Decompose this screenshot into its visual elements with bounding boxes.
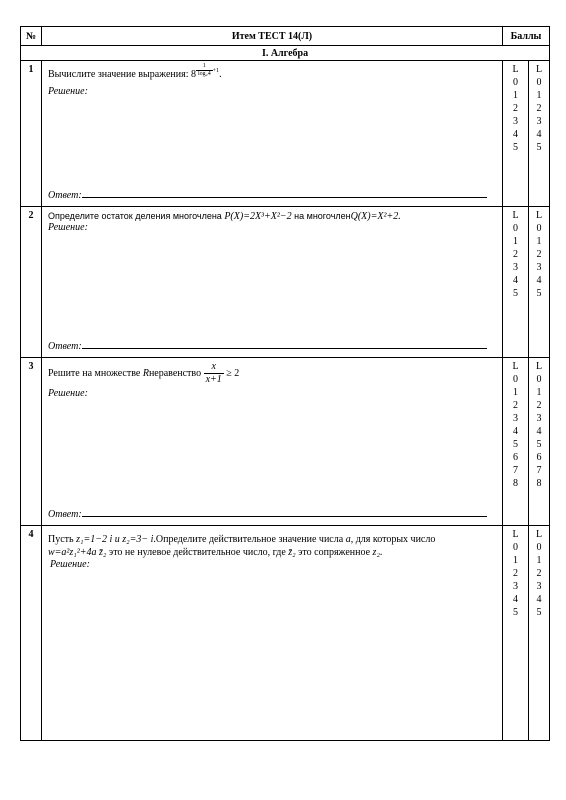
score-value: 5 [513, 439, 518, 450]
score-value: 3 [513, 262, 518, 273]
math-expression [190, 63, 222, 84]
score-value: 3 [513, 581, 518, 592]
math-variable-a: a [345, 534, 351, 545]
score-value: 5 [513, 607, 518, 618]
score-value: 5 [513, 288, 518, 299]
section-title: I. Алгебра [21, 46, 550, 61]
task-content [42, 61, 503, 207]
task-text: Пусть [48, 534, 74, 545]
score-value: 0 [536, 542, 542, 553]
score-value: 6 [536, 452, 542, 463]
score-value: L [512, 529, 519, 540]
score-value: 8 [513, 478, 518, 489]
fraction-numerator: x [204, 361, 224, 374]
task-text: на многочлен [294, 211, 351, 221]
task-content [42, 526, 503, 741]
task-row-2 [21, 207, 550, 358]
score-value: 2 [513, 249, 518, 260]
solution-label: Решение: [50, 559, 90, 570]
score-value: L [512, 64, 519, 75]
score-value: 1 [513, 90, 518, 101]
score-value: 4 [513, 594, 518, 605]
task-text: это не нулевое действительное число, где [108, 547, 286, 558]
score-value: 4 [536, 129, 542, 140]
score-value: 0 [536, 223, 542, 234]
header-number: № [21, 27, 42, 46]
score-value: 5 [536, 607, 542, 618]
score-value: 0 [513, 223, 518, 234]
score-value: L [512, 361, 519, 372]
score-value: 2 [536, 249, 542, 260]
score-value: L [512, 210, 519, 221]
header-row [21, 27, 550, 46]
task-text: Определите остаток деления многочлена [48, 211, 222, 221]
task-content [42, 207, 503, 358]
score-value: 2 [513, 103, 518, 114]
task-text: Решите на множестве [48, 367, 141, 379]
score-value: 1 [536, 236, 542, 247]
answer-label: Ответ: [48, 509, 82, 520]
task-row-4 [21, 526, 550, 741]
score-value: 1 [513, 387, 518, 398]
test-table [20, 26, 550, 741]
score-value: 0 [536, 77, 542, 88]
solution-label: Решение: [48, 388, 88, 399]
score-value: 1 [536, 387, 542, 398]
score-value: 2 [536, 568, 542, 579]
score-value: 5 [513, 142, 518, 153]
score-value: 0 [513, 77, 518, 88]
score-value: 4 [513, 129, 518, 140]
scores-column-a [503, 526, 529, 741]
scores-column-b [529, 358, 550, 526]
math-exponent [196, 63, 219, 78]
score-value: 7 [536, 465, 542, 476]
answer-label: Ответ: [48, 190, 82, 201]
task-text: неравенство [148, 367, 202, 379]
score-value: 0 [536, 374, 542, 385]
scores-column-b [529, 61, 550, 207]
scores-column-b [529, 207, 550, 358]
score-value: 1 [513, 555, 518, 566]
score-value: 1 [536, 90, 542, 101]
math-set: R [142, 367, 149, 379]
score-value: L [535, 529, 543, 540]
score-value: 8 [536, 478, 542, 489]
score-value: 4 [513, 426, 518, 437]
answer-line[interactable] [82, 508, 487, 517]
answer-field[interactable] [48, 189, 487, 201]
task-text: .Определите действительное значение числа [153, 534, 344, 545]
task-number: 2 [21, 207, 42, 358]
score-value: 4 [536, 594, 542, 605]
scores-column-b [529, 526, 550, 741]
score-value: 1 [513, 236, 518, 247]
section-row [21, 46, 550, 61]
fraction-denominator: x+1 [205, 374, 222, 385]
task-number: 4 [21, 526, 42, 741]
task-row-3 [21, 358, 550, 526]
score-value: 3 [536, 116, 542, 127]
scores-column-a [503, 61, 529, 207]
score-value: 3 [513, 413, 518, 424]
header-item: Итем ТЕСТ 14(Л) [42, 27, 503, 46]
score-value: 4 [536, 275, 542, 286]
math-polynomial-q: Q(X)=X²+2. [350, 211, 401, 222]
task-text: это сопряженное [298, 547, 371, 558]
score-value: 5 [536, 288, 542, 299]
math-fraction [204, 361, 224, 386]
score-value: 2 [536, 400, 542, 411]
task-number: 1 [21, 61, 42, 207]
task-content [42, 358, 503, 526]
math-z-values: z₁=1−2 i и z₂=3− i [76, 534, 154, 545]
solution-label: Решение: [48, 86, 88, 97]
answer-field[interactable] [48, 508, 487, 520]
task-text: Вычислите значение выражения: [48, 69, 189, 80]
score-value: 1 [536, 555, 542, 566]
score-value: 5 [536, 142, 542, 153]
score-value: L [535, 64, 543, 75]
scores-column-a [503, 358, 529, 526]
score-value: 5 [536, 439, 542, 450]
score-value: L [535, 210, 543, 221]
math-tail: ≥ 2 [226, 367, 240, 379]
sentence-end: . [379, 547, 383, 558]
math-conjugate: z̄₂ [288, 547, 296, 558]
task-number: 3 [21, 358, 42, 526]
task-text: , для которых число [350, 534, 436, 545]
score-value: 3 [536, 262, 542, 273]
exp-tail: +1 [212, 67, 220, 74]
solution-label: Решение: [48, 222, 88, 233]
answer-field[interactable] [48, 340, 487, 352]
exp-numerator: 1 [196, 63, 213, 71]
answer-line[interactable] [82, 340, 487, 349]
math-w-expression: w=a²z₁²+4a z̄₂ [48, 547, 107, 558]
math-polynomial-p: P(X)=2X³+X²−2 [224, 211, 292, 222]
scores-column-a [503, 207, 529, 358]
math-base: 8 [190, 69, 196, 80]
task-row-1 [21, 61, 550, 207]
score-value: 2 [513, 568, 518, 579]
math-z2: z₂ [372, 547, 380, 558]
header-points: Баллы [503, 27, 550, 46]
answer-label: Ответ: [48, 341, 82, 352]
score-value: 2 [536, 103, 542, 114]
score-value: 3 [536, 581, 542, 592]
score-value: 6 [513, 452, 518, 463]
score-value: 0 [513, 542, 518, 553]
answer-line[interactable] [82, 189, 487, 198]
score-value: 3 [513, 116, 518, 127]
score-value: 7 [513, 465, 518, 476]
exp-denominator: log₂4 [197, 71, 211, 77]
score-value: 2 [513, 400, 518, 411]
math-after: . [219, 69, 222, 80]
score-value: 0 [513, 374, 518, 385]
score-value: 4 [513, 275, 518, 286]
score-value: 3 [536, 413, 542, 424]
score-value: L [535, 361, 543, 372]
score-value: 4 [536, 426, 542, 437]
